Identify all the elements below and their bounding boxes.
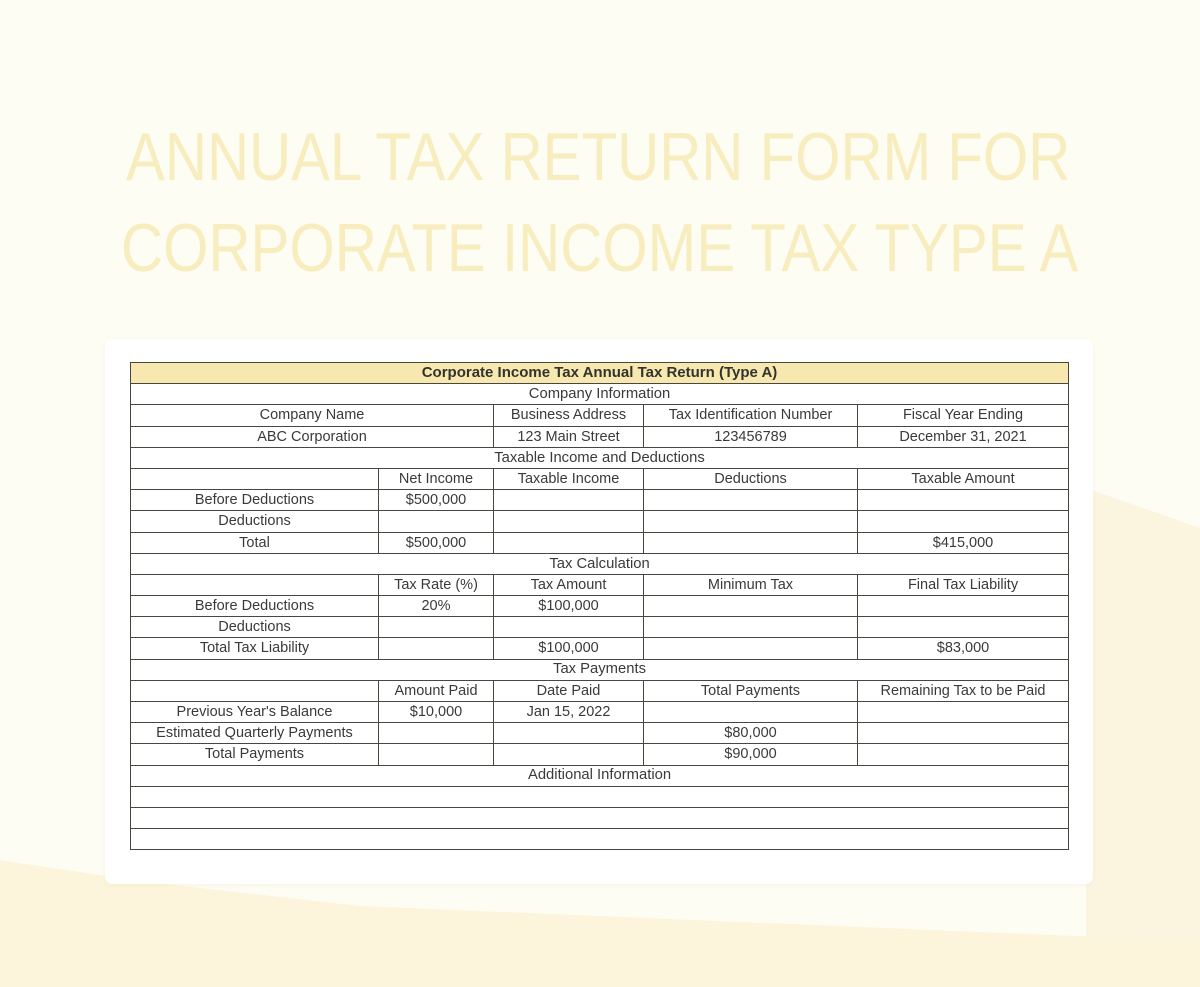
section-header-cell: Tax Calculation — [131, 553, 1069, 574]
section-header-cell: Company Information — [131, 384, 1069, 405]
table-row — [131, 363, 1069, 384]
table-cell: Tax Identification Number — [644, 405, 858, 426]
table-cell: Total Payments — [644, 680, 858, 701]
table-row — [131, 680, 1069, 701]
section-header-cell: Tax Payments — [131, 659, 1069, 680]
table-cell: $500,000 — [379, 532, 494, 553]
background-accent-shape-right — [1086, 488, 1200, 987]
table-row — [131, 405, 1069, 426]
table-cell: Previous Year's Balance — [131, 702, 379, 723]
table-cell — [858, 702, 1069, 723]
table-cell — [494, 490, 644, 511]
section-header-cell: Additional Information — [131, 765, 1069, 786]
table-cell: $90,000 — [644, 744, 858, 765]
table-cell: Minimum Tax — [644, 574, 858, 595]
table-cell — [644, 617, 858, 638]
table-cell — [379, 744, 494, 765]
table-cell: Deductions — [131, 511, 379, 532]
table-cell: Deductions — [644, 468, 858, 489]
table-cell — [494, 723, 644, 744]
table-cell: $10,000 — [379, 702, 494, 723]
table-row — [131, 807, 1069, 828]
table-cell: ABC Corporation — [131, 426, 494, 447]
table-row — [131, 426, 1069, 447]
table-cell: $100,000 — [494, 596, 644, 617]
table-cell: Final Tax Liability — [858, 574, 1069, 595]
template-preview-card — [105, 339, 1093, 884]
table-cell — [644, 532, 858, 553]
table-cell — [644, 702, 858, 723]
table-title-cell: Corporate Income Tax Annual Tax Return (Type A) — [131, 363, 1069, 384]
table-cell: Tax Rate (%) — [379, 574, 494, 595]
table-row — [131, 702, 1069, 723]
table-cell: Total Payments — [131, 744, 379, 765]
table-cell — [379, 638, 494, 659]
table-cell — [131, 574, 379, 595]
table-row — [131, 447, 1069, 468]
table-cell — [858, 511, 1069, 532]
table-cell: Company Name — [131, 405, 494, 426]
tax-form-table — [130, 362, 1069, 850]
table-cell — [494, 744, 644, 765]
table-cell: December 31, 2021 — [858, 426, 1069, 447]
table-row — [131, 617, 1069, 638]
table-cell — [644, 638, 858, 659]
table-row — [131, 765, 1069, 786]
table-cell: Deductions — [131, 617, 379, 638]
table-cell: Total — [131, 532, 379, 553]
table-cell: Business Address — [494, 405, 644, 426]
table-cell — [644, 490, 858, 511]
table-cell: $500,000 — [379, 490, 494, 511]
table-cell: $83,000 — [858, 638, 1069, 659]
table-cell: Remaining Tax to be Paid — [858, 680, 1069, 701]
table-cell: Estimated Quarterly Payments — [131, 723, 379, 744]
table-cell — [494, 511, 644, 532]
table-row — [131, 490, 1069, 511]
table-cell: Tax Amount — [494, 574, 644, 595]
table-cell — [494, 532, 644, 553]
table-cell — [131, 807, 1069, 828]
table-row — [131, 553, 1069, 574]
table-cell — [644, 511, 858, 532]
table-cell — [858, 596, 1069, 617]
table-row — [131, 384, 1069, 405]
table-cell — [379, 617, 494, 638]
table-cell — [858, 490, 1069, 511]
table-row — [131, 596, 1069, 617]
table-cell — [858, 723, 1069, 744]
table-cell: 123456789 — [644, 426, 858, 447]
table-cell — [131, 829, 1069, 850]
table-cell — [131, 786, 1069, 807]
table-cell: 123 Main Street — [494, 426, 644, 447]
table-cell: Amount Paid — [379, 680, 494, 701]
table-row — [131, 659, 1069, 680]
table-cell: $415,000 — [858, 532, 1069, 553]
table-cell: Fiscal Year Ending — [858, 405, 1069, 426]
table-row — [131, 744, 1069, 765]
table-row — [131, 786, 1069, 807]
table-cell — [644, 596, 858, 617]
table-cell: Taxable Income — [494, 468, 644, 489]
table-cell: Before Deductions — [131, 596, 379, 617]
table-row — [131, 723, 1069, 744]
table-row — [131, 574, 1069, 595]
table-cell: Net Income — [379, 468, 494, 489]
table-cell: Jan 15, 2022 — [494, 702, 644, 723]
table-cell: Taxable Amount — [858, 468, 1069, 489]
table-cell: Before Deductions — [131, 490, 379, 511]
table-cell — [379, 723, 494, 744]
table-cell: $80,000 — [644, 723, 858, 744]
page-title-line-1: ANNUAL TAX RETURN FORM FOR — [126, 119, 1071, 195]
table-cell — [379, 511, 494, 532]
table-cell — [494, 617, 644, 638]
table-cell: $100,000 — [494, 638, 644, 659]
table-row — [131, 468, 1069, 489]
table-cell — [858, 744, 1069, 765]
table-cell — [858, 617, 1069, 638]
table-cell — [131, 680, 379, 701]
tax-table-body — [131, 363, 1069, 850]
table-row — [131, 638, 1069, 659]
section-header-cell: Taxable Income and Deductions — [131, 447, 1069, 468]
table-cell: Total Tax Liability — [131, 638, 379, 659]
table-cell: Date Paid — [494, 680, 644, 701]
table-cell — [131, 468, 379, 489]
table-row — [131, 829, 1069, 850]
table-cell: 20% — [379, 596, 494, 617]
table-row — [131, 511, 1069, 532]
table-row — [131, 532, 1069, 553]
page-title-line-2: CORPORATE INCOME TAX TYPE A — [121, 210, 1079, 286]
